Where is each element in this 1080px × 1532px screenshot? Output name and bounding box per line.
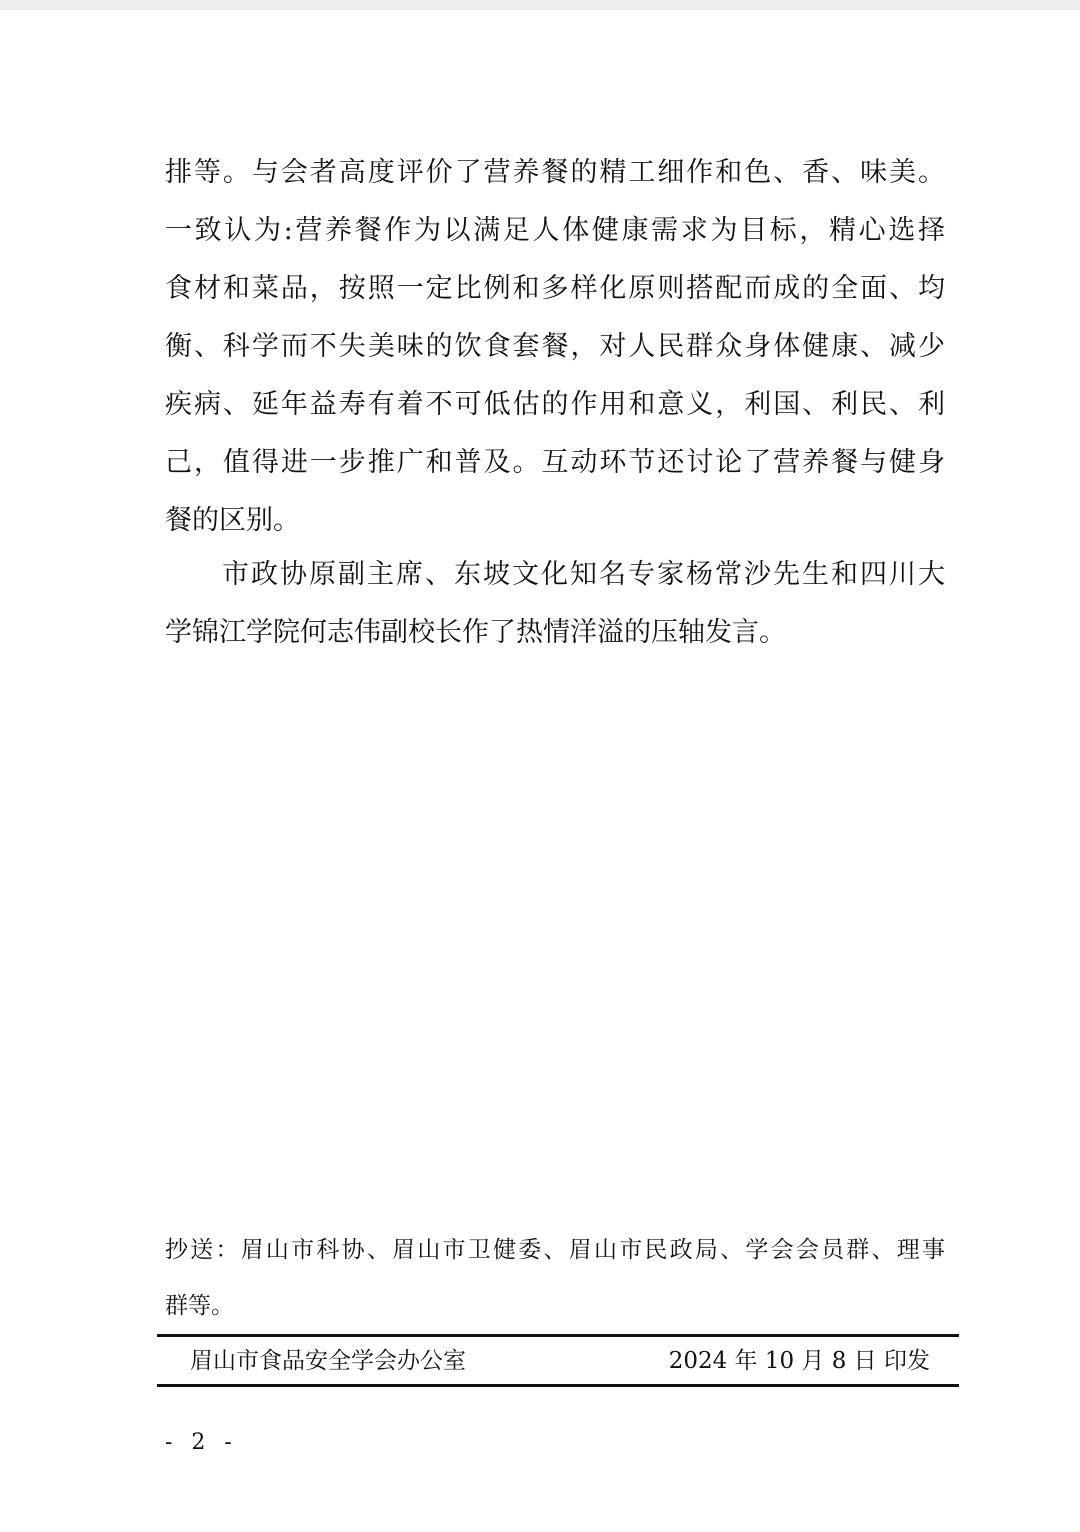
paragraph-line: 衡、科学而不失美味的饮食套餐，对人民群众身体健康、减少 <box>165 331 945 362</box>
paragraph-line: 己，值得进一步推广和普及。互动环节还讨论了营养餐与健身 <box>165 447 945 478</box>
paragraph-line: 餐的区别。 <box>165 505 300 536</box>
issue-date: 2024 年 10 月 8 日 印发 <box>668 1348 930 1374</box>
issuing-office: 眉山市食品安全学会办公室 <box>190 1348 466 1374</box>
paragraph-line: 学锦江学院何志伟副校长作了热情洋溢的压轴发言。 <box>165 617 786 648</box>
body-paragraph-1 <box>165 144 945 550</box>
cc-line: 抄送：眉山市科协、眉山市卫健委、眉山市民政局、学会会员群、理事 <box>165 1237 945 1263</box>
top-gray-bar <box>0 0 1080 10</box>
page-number: - 2 - <box>165 1430 238 1455</box>
cc-line: 群等。 <box>165 1293 234 1319</box>
body-paragraph-2 <box>165 546 945 662</box>
cc-recipients <box>165 1222 945 1334</box>
paragraph-line: 食材和菜品，按照一定比例和多样化原则搭配而成的全面、均 <box>165 273 945 304</box>
footer-bottom-rule <box>157 1384 959 1387</box>
paragraph-line: 一致认为:营养餐作为以满足人体健康需求为目标，精心选择 <box>165 215 945 246</box>
footer-top-rule <box>157 1334 959 1337</box>
paragraph-line: 疾病、延年益寿有着不可低估的作用和意义，利国、利民、利 <box>165 389 945 420</box>
paragraph-line: 排等。与会者高度评价了营养餐的精工细作和色、香、味美。 <box>165 157 945 188</box>
paragraph-line: 市政协原副主席、东坡文化知名专家杨常沙先生和四川大 <box>222 559 945 590</box>
